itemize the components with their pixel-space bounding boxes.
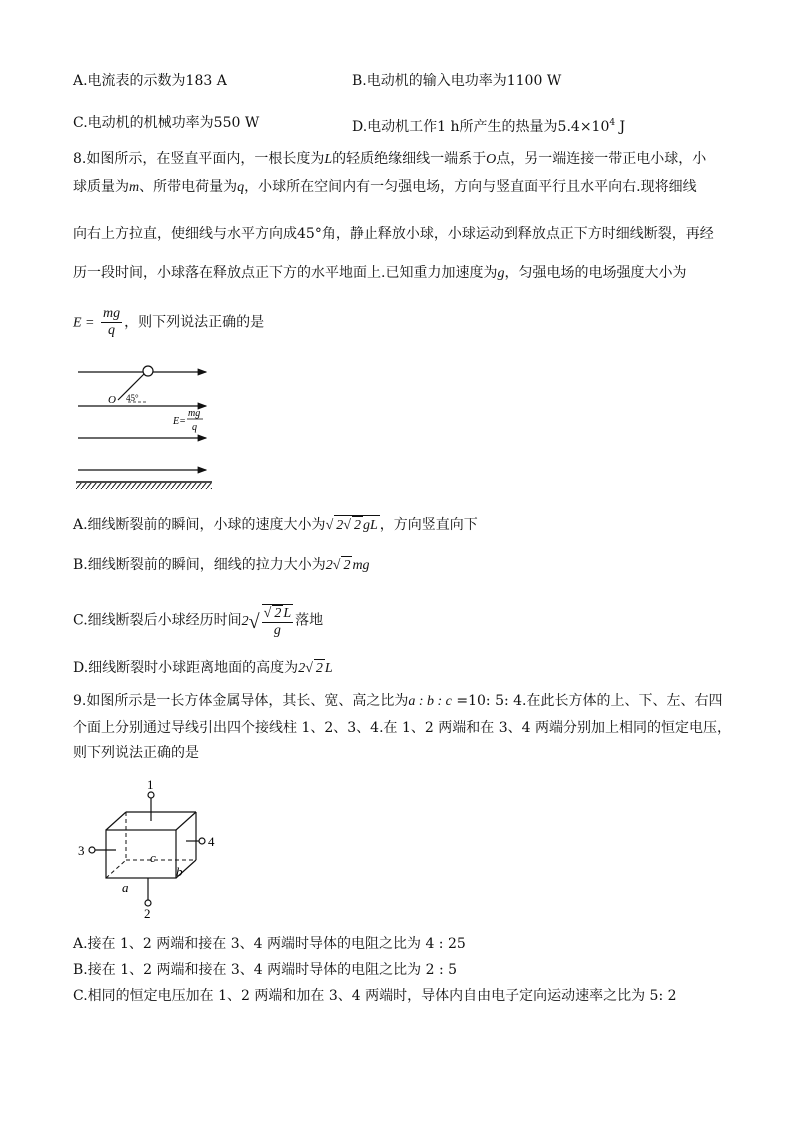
q9-stem-line-3: 则下列说法正确的是 (73, 745, 199, 761)
q8-stem-line-2 (73, 178, 697, 197)
q8-stem-text: 8.如图所示，在竖直平面内，一根长度为 (73, 151, 325, 167)
cuboid-front-face (106, 830, 176, 878)
q7-option-b: B.电动机的输入电功率为1100 W (352, 73, 562, 89)
q8-option-d (73, 659, 333, 678)
q8-stem-text: ，则下列说法正确的是 (124, 314, 265, 331)
q8-option-d-expr: 2√ 2 L (298, 661, 333, 676)
field-label-den: q (192, 422, 197, 433)
q8-stem-text: 点，另一端连接一带正电小球，小 (496, 151, 707, 167)
q8-stem-text: ，匀强电场的电场强度大小为 (504, 265, 687, 281)
terminal-1-label: 1 (147, 780, 154, 792)
q8-stem-line-3: 向右上方拉直，使细线与水平方向成45°角，静止释放小球，小球运动到释放点正下方时细线断裂，再经 (73, 226, 714, 242)
q9-ratio: a : b : c (408, 694, 452, 709)
q8-formula-numerator: mg (102, 306, 121, 321)
q8-var-m: m (129, 180, 140, 195)
q8-stem-text: 球质量为 (73, 179, 129, 195)
q8-option-a (73, 515, 478, 535)
q8-option-c-text: C.细线断裂后小球经历时间 (73, 612, 242, 629)
terminal-1 (148, 792, 154, 798)
q8-option-a-text: ，方向竖直向下 (379, 517, 478, 533)
q8-option-d-text: D.细线断裂时小球距离地面的高度为 (73, 660, 299, 676)
q7-option-d-exponent: 4 (609, 118, 616, 128)
q8-var-O: O (486, 152, 497, 167)
q8-stem-line-1 (73, 150, 706, 169)
q8-field-diagram (72, 362, 222, 492)
q8-option-c-expr: 2√ $\frac{√ 2 L}{g}$ (241, 606, 292, 638)
q8-var-g: g (497, 266, 505, 281)
q8-option-c-text: 落地 (295, 612, 324, 629)
terminal-2-label: 2 (144, 906, 151, 920)
terminal-4-label: 4 (208, 834, 215, 849)
q8-var-L: L (324, 152, 333, 167)
q8-option-b-text: B.细线断裂前的瞬间，细线的拉力大小为 (73, 557, 326, 573)
dimension-a-label: a (122, 880, 129, 895)
q8-field-formula (73, 306, 264, 339)
q8-stem-line-4 (73, 264, 686, 283)
q9-option-b: B.接在 1、2 两端和接在 3、4 两端时导体的电阻之比为 2 : 5 (73, 962, 458, 978)
pivot-label: O (108, 394, 116, 406)
q7-option-c: C.电动机的机械功率为550 W (73, 115, 260, 131)
q8-stem-text: 历一段时间，小球落在释放点正下方的水平地面上.已知重力加速度为 (73, 265, 498, 281)
q9-stem-line-2: 个面上分别通过导线引出四个接线柱 1、2、3、4.在 1、2 两端和在 3、4 两端分别加上相同的恒定电压， (73, 720, 731, 736)
q8-formula-lhs: E = (73, 315, 95, 331)
q8-option-a-root: √ 2√ 2 gL (326, 518, 380, 533)
q8-formula-fraction (101, 306, 122, 339)
q7-option-d-unit: J (615, 119, 626, 135)
field-label-lhs: E= (173, 416, 186, 427)
ball (143, 366, 153, 376)
cuboid-edge (106, 812, 126, 830)
ground-hatch (76, 483, 212, 489)
q8-var-q: q (237, 180, 245, 195)
dimension-c-label: c (150, 850, 156, 865)
q9-stem-line-1 (73, 692, 723, 711)
terminal-4 (199, 838, 205, 844)
q8-option-b (73, 556, 370, 575)
q7-option-a: A.电流表的示数为183 A (73, 73, 227, 89)
q8-formula-denominator: q (108, 323, 116, 338)
q9-stem-text: =10: 5: 4.在此长方体的上、下、左、右四 (451, 693, 723, 709)
terminal-3 (89, 847, 95, 853)
dimension-b-label: b (176, 864, 183, 879)
q7-option-d (352, 114, 625, 136)
q8-stem-text: ，小球所在空间内有一匀强电场，方向与竖直面平行且水平向右.现将细线 (244, 179, 697, 195)
q8-option-a-text: A.细线断裂前的瞬间，小球的速度大小为 (73, 517, 326, 533)
q8-option-b-expr: 2√ 2 mg (325, 558, 370, 573)
field-label-num: mg (188, 408, 201, 419)
cuboid-hidden-edge (106, 860, 126, 878)
q9-option-a: A.接在 1、2 两端和接在 3、4 两端时导体的电阻之比为 4 : 25 (73, 936, 466, 952)
angle-label: 45° (126, 393, 139, 403)
terminal-3-label: 3 (78, 843, 85, 858)
q9-option-c: C.相同的恒定电压加在 1、2 两端和加在 3、4 两端时，导体内自由电子定向运动速率之比为 5: 2 (73, 988, 677, 1004)
q9-cuboid-diagram (74, 780, 224, 920)
q9-stem-text: 9.如图所示是一长方体金属导体，其长、宽、高之比为 (73, 693, 409, 709)
q8-stem-text: 、所带电荷量为 (139, 179, 238, 195)
q7-option-d-text: D.电动机工作1 h所产生的热量为5.4×10 (352, 119, 610, 135)
q8-option-c (73, 604, 323, 639)
q8-stem-text: 的轻质绝缘细线一端系于 (332, 151, 487, 167)
cuboid-edge (176, 812, 196, 830)
